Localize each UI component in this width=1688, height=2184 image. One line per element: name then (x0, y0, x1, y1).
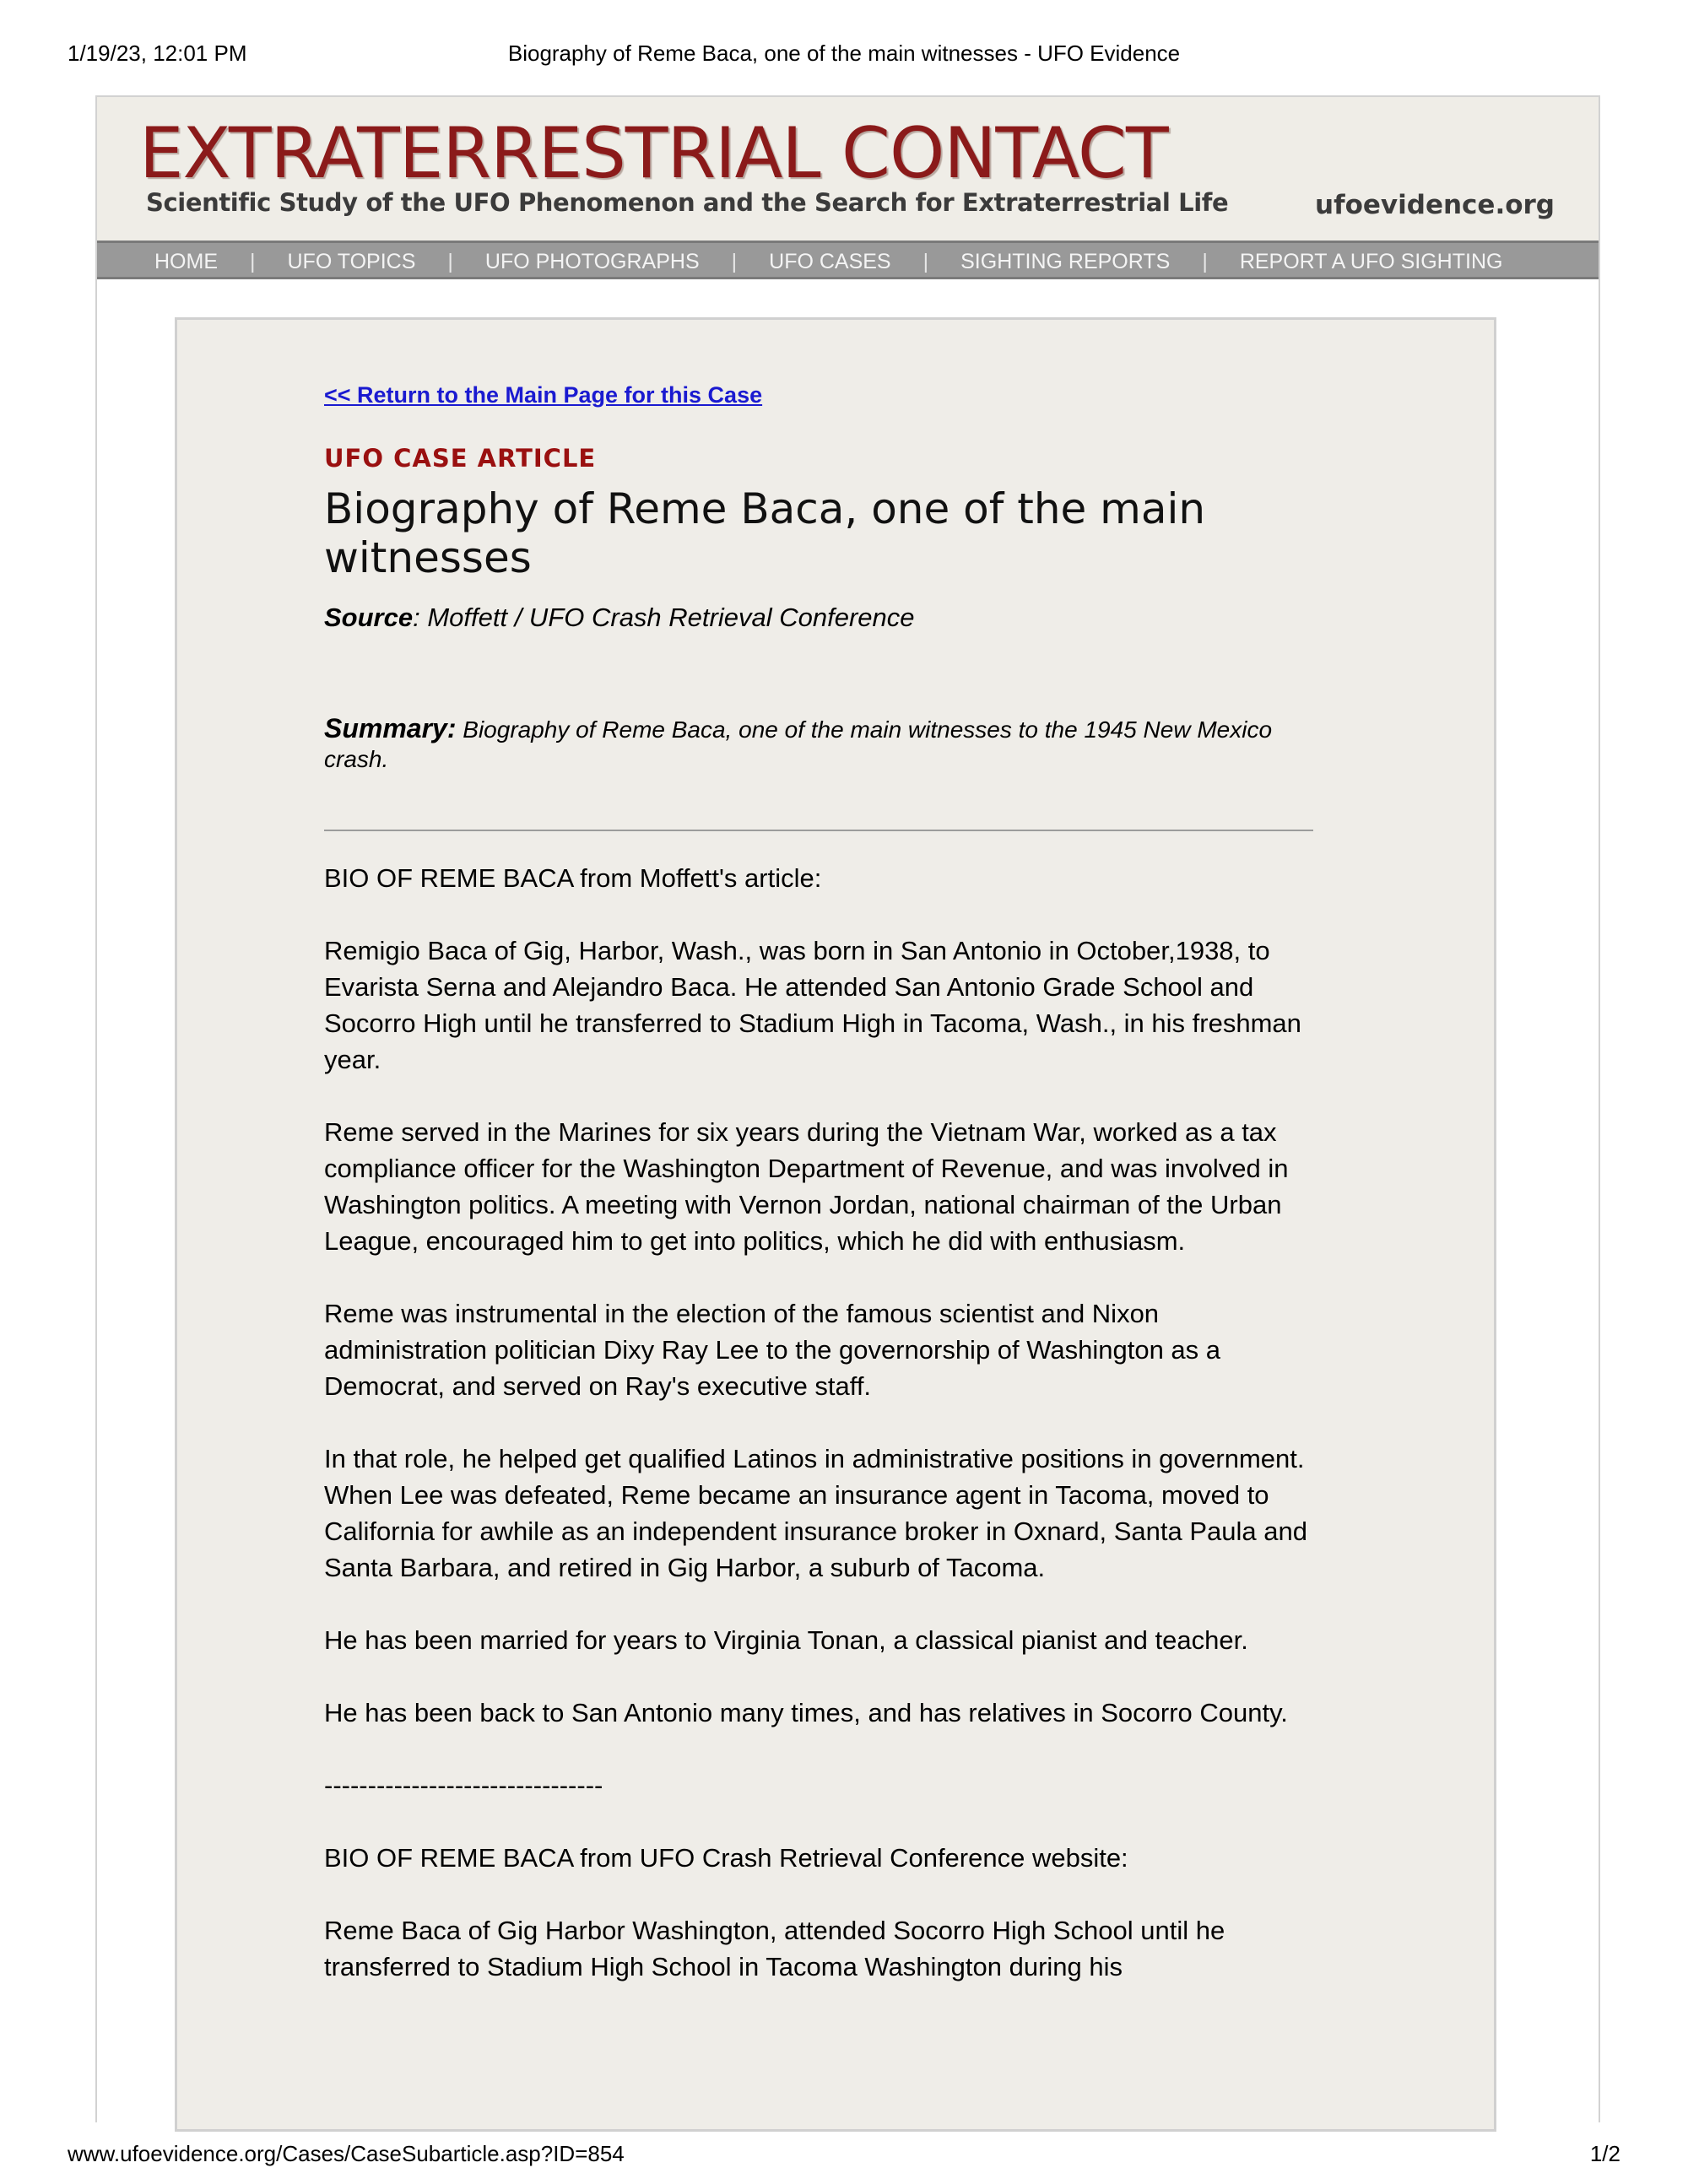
body-paragraph: Reme Baca of Gig Harbor Washington, attended Socorro High School until he transferred to Stadium High School in Tacoma Washington during his (324, 1916, 1225, 1981)
summary-text: Biography of Reme Baca, one of the main witnesses to the 1945 New Mexico crash. (324, 716, 1273, 772)
nav-ufo-photographs[interactable]: UFO PHOTOGRAPHS (484, 250, 700, 273)
print-title: Biography of Reme Baca, one of the main witnesses - UFO Evidence (507, 41, 1181, 66)
body-divider-text: -------------------------------- (324, 1770, 603, 1800)
nav-separator: | (447, 250, 453, 273)
site-logo-title[interactable]: EXTRATERRESTRIAL CONTACT (139, 112, 1168, 194)
nav-separator: | (1202, 250, 1208, 273)
body-paragraph: He has been married for years to Virginia Tonan, a classical pianist and teacher. (324, 1625, 1248, 1655)
body-paragraph: Remigio Baca of Gig, Harbor, Wash., was born in San Antonio in October,1938, to Evarista Serna and Alejandro Baca. He attended San Antonio Grade School and Socorro High until he transferred to Stadium High in Tacoma, Wash., in his freshman year. (324, 936, 1301, 1074)
article-headline: Biography of Reme Baca, one of the main witnesses (324, 484, 1206, 582)
nav-ufo-cases[interactable]: UFO CASES (769, 250, 891, 273)
article-content (324, 382, 1337, 2021)
article-body (324, 860, 1320, 1985)
article-summary (324, 714, 1337, 774)
divider (324, 830, 1313, 831)
nav-sighting-reports[interactable]: SIGHTING REPORTS (960, 250, 1171, 273)
nav-separator: | (922, 250, 929, 273)
site-domain: ufoevidence.org (1315, 190, 1555, 220)
body-paragraph: Reme served in the Marines for six years during the Vietnam War, worked as a tax compliance officer for the Washington Department of Revenue, and was involved in Washington politics. A meeting with Vernon Jordan, national chairman of the Urban League, encouraged him to get into politics, which he did with enthusiasm. (324, 1117, 1289, 1256)
article-container (175, 317, 1496, 2132)
body-paragraph: BIO OF REME BACA from Moffett's article: (324, 863, 822, 893)
print-url: www.ufoevidence.org/Cases/CaseSubarticle.asp?ID=854 (68, 2141, 625, 2166)
site-frame (95, 95, 1600, 2122)
body-paragraph: Reme was instrumental in the election of the famous scientist and Nixon administration politician Dixy Ray Lee to the governorship of Washington as a Democrat, and served on Ray's executive staff. (324, 1299, 1221, 1401)
body-paragraph: BIO OF REME BACA from UFO Crash Retrieval Conference website: (324, 1843, 1128, 1873)
source-label: Source (324, 603, 414, 632)
site-logo-subtitle: Scientific Study of the UFO Phenomenon and the Search for Extraterrestrial Life (146, 188, 1229, 217)
nav-separator: | (731, 250, 738, 273)
summary-label: Summary: (324, 713, 457, 743)
print-date: 1/19/23, 12:01 PM (68, 41, 247, 66)
body-paragraph: He has been back to San Antonio many times, and has relatives in Socorro County. (324, 1698, 1288, 1727)
site-banner[interactable] (97, 97, 1599, 241)
nav-separator: | (250, 250, 256, 273)
article-kicker: UFO CASE ARTICLE (324, 444, 597, 473)
article-source (324, 603, 1337, 633)
return-to-case-link[interactable]: << Return to the Main Page for this Case (324, 382, 763, 408)
nav-ufo-topics[interactable]: UFO TOPICS (287, 250, 416, 273)
print-header (0, 41, 1688, 71)
source-text: : Moffett / UFO Crash Retrieval Conference (413, 603, 915, 632)
nav-report-sighting[interactable]: REPORT A UFO SIGHTING (1239, 250, 1503, 273)
main-nav (97, 241, 1599, 279)
body-paragraph: In that role, he helped get qualified Latinos in administrative positions in government. When Lee was defeated, Reme became an insurance agent in Tacoma, moved to California for awhile as an independent insurance broker in Oxnard, Santa Paula and Santa Barbara, and retired in Gig Harbor, a suburb of Tacoma. (324, 1444, 1307, 1582)
nav-home[interactable]: HOME (154, 250, 218, 273)
print-page-number: 1/2 (1589, 2141, 1620, 2166)
